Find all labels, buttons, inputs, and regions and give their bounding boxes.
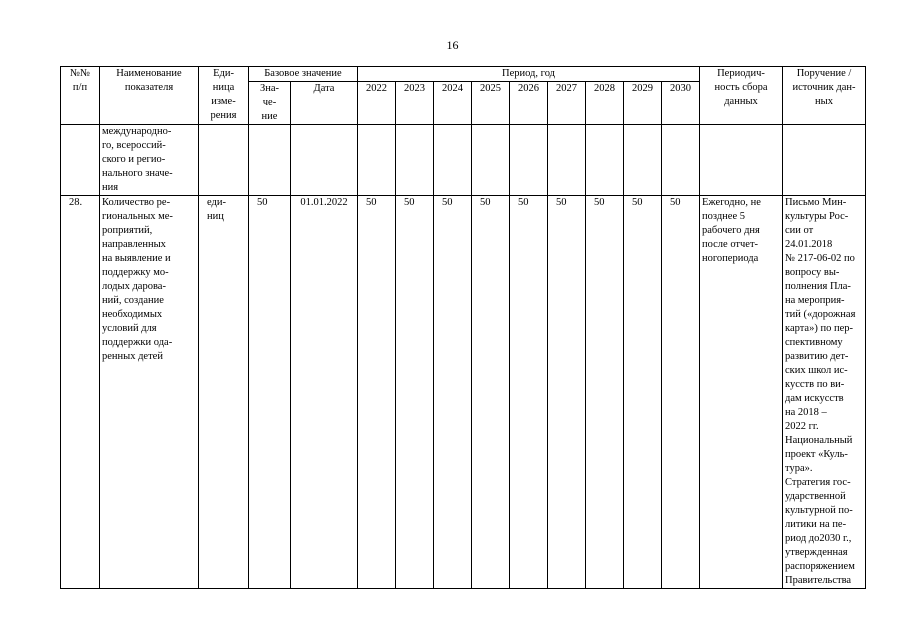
source: Письмо Мин- культуры Рос- сии от 24.01.2018 № 217-06-02 по вопросу вы- полнения Пла- на мероприя- тий («дорожная карта») по пер- спективному развитию дет- ских школ ис- кусств по ви- дам искусств на 2018 – 2022 гг. Национальный проект «Куль- тура». Стратегия гос- ударственной культурной по- литики на пе- риод до2030 г., утвержденная распоряжением Правительства: [783, 196, 866, 589]
base-date: 01.01.2022: [291, 196, 358, 589]
periodicity: Ежегодно, не позднее 5 рабочего дня после отчет- ногопериода: [700, 196, 783, 589]
page-number: 16: [446, 38, 459, 52]
header-source: Поручение / источник дан- ных: [783, 67, 866, 125]
row-number: 28.: [61, 196, 100, 589]
header-unit: Еди- ница изме- рения: [199, 67, 249, 125]
indicator-table: [60, 66, 866, 589]
header-year: 2026: [510, 82, 548, 125]
year-value: 50: [396, 196, 434, 589]
header-year: 2022: [358, 82, 396, 125]
continuation-name: международно- го, всероссий- ского и регио- нального значе- ния: [100, 125, 199, 196]
header-base-value: Зна- че- ние: [249, 82, 291, 125]
header-year: 2024: [434, 82, 472, 125]
year-value: 50: [510, 196, 548, 589]
year-value: 50: [434, 196, 472, 589]
header-base: Базовое значение: [249, 67, 358, 82]
header-year: 2023: [396, 82, 434, 125]
year-value: 50: [358, 196, 396, 589]
header-name: Наименование показателя: [100, 67, 199, 125]
header-year: 2025: [472, 82, 510, 125]
header-year: 2028: [586, 82, 624, 125]
year-value: 50: [662, 196, 700, 589]
year-value: 50: [472, 196, 510, 589]
header-base-date: Дата: [291, 82, 358, 125]
year-value: 50: [548, 196, 586, 589]
indicator-unit: еди- ниц: [199, 196, 249, 589]
base-value: 50: [249, 196, 291, 589]
header-year: 2030: [662, 82, 700, 125]
header-row-1: [61, 67, 866, 82]
indicator-name: Количество ре- гиональных ме- роприятий, направленных на выявление и поддержку мо- лодых дарова- ний, создание необходимых условий для поддержки ода- ренных детей: [100, 196, 199, 589]
header-number: №№ п/п: [61, 67, 100, 125]
header-period: Период, год: [358, 67, 700, 82]
table-row-28: [61, 196, 866, 589]
year-value: 50: [586, 196, 624, 589]
header-year: 2029: [624, 82, 662, 125]
header-periodicity: Периодич- ность сбора данных: [700, 67, 783, 125]
table-row-continuation: [61, 125, 866, 196]
header-year: 2027: [548, 82, 586, 125]
year-value: 50: [624, 196, 662, 589]
